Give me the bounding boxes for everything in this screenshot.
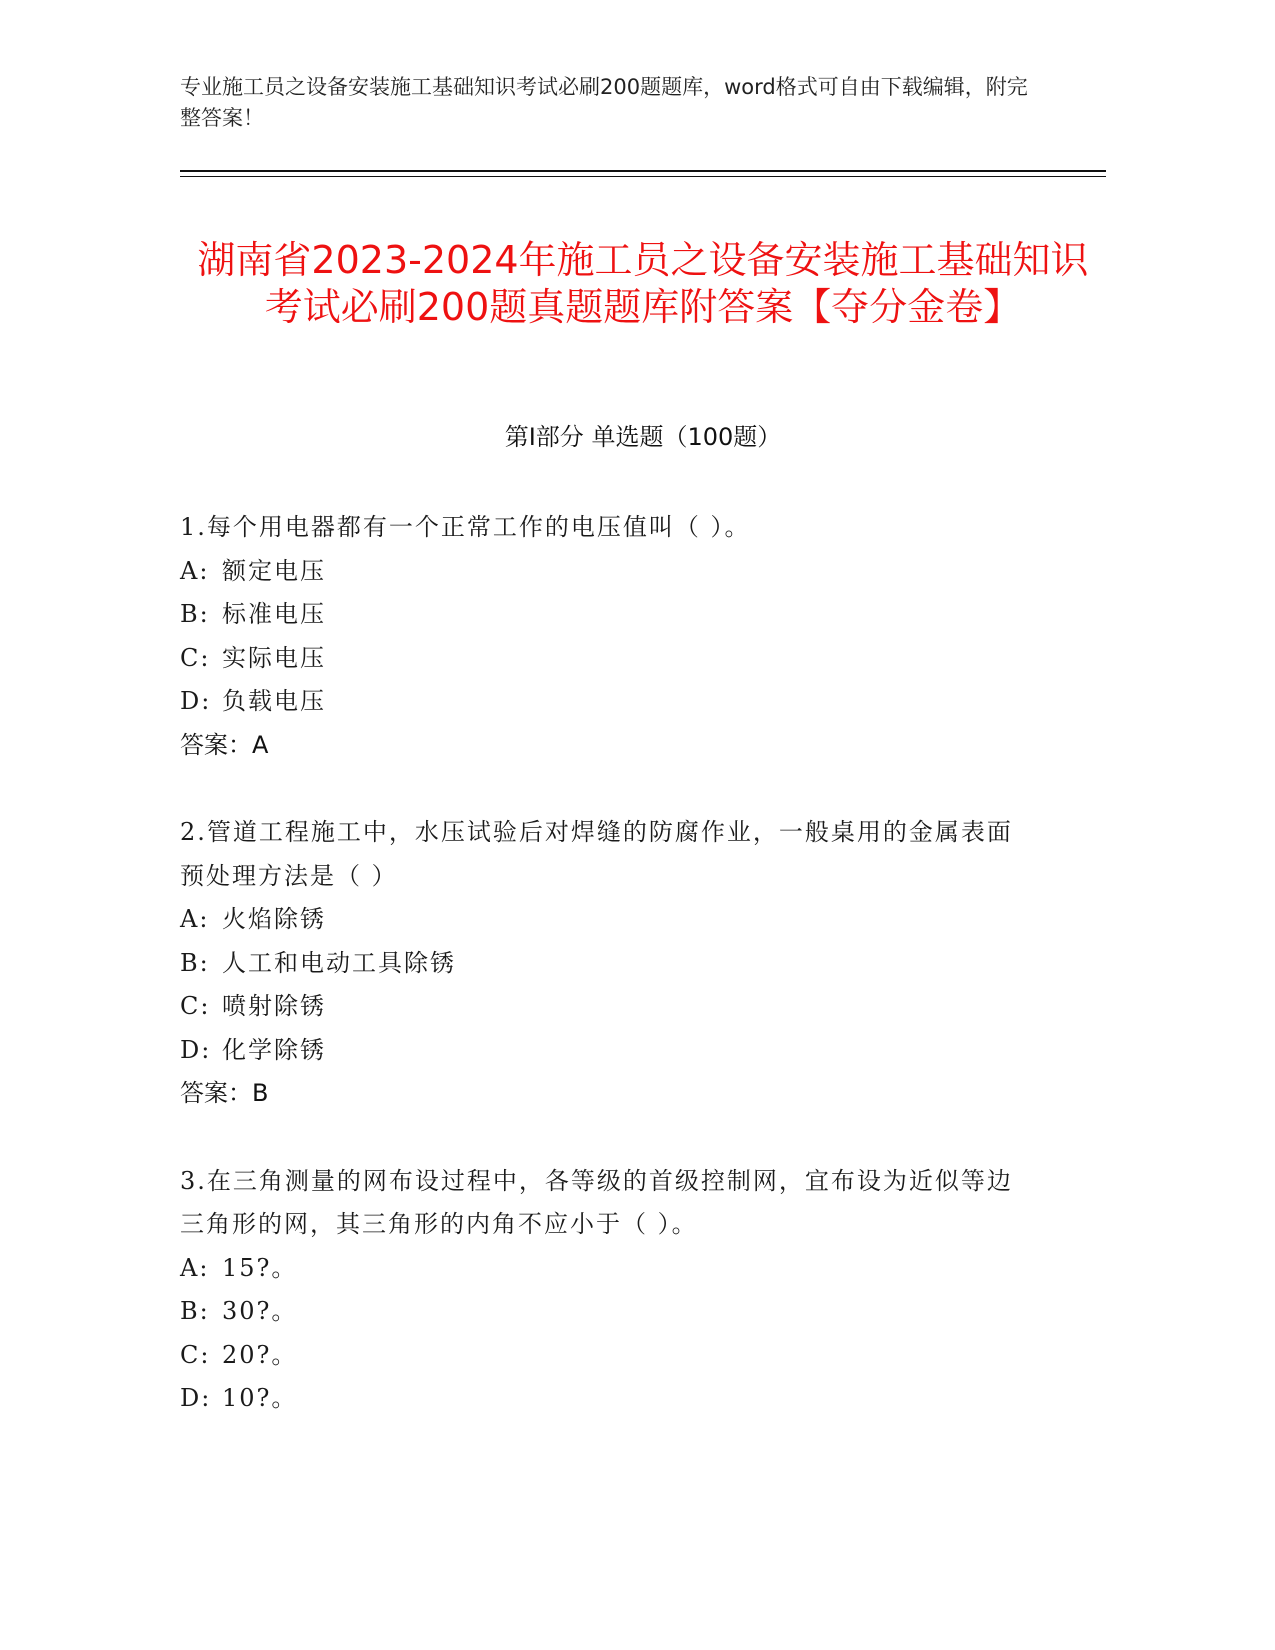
option-text: 额定电压: [222, 556, 326, 585]
question-stem: 3.在三角测量的网布设过程中，各等级的首级控制网，宜布设为近似等边三角形的网，其三角形的内角不应小于（ ）。: [180, 1166, 1013, 1238]
option-text: 人工和电动工具除锈: [222, 948, 456, 977]
question-list: [180, 506, 1060, 1465]
option-label: A:: [180, 1253, 210, 1282]
option-b: [180, 593, 1060, 637]
option-text: 20?。: [222, 1340, 298, 1369]
option-text: 化学除锈: [222, 1035, 326, 1064]
answer-prefix: 答案：: [180, 730, 252, 759]
option-label: C:: [180, 992, 211, 1020]
question-2: [180, 811, 1060, 1116]
option-label: A:: [180, 556, 210, 585]
option-text: 实际电压: [222, 643, 326, 672]
question-1: [180, 506, 1060, 767]
option-text: 15?。: [222, 1253, 298, 1282]
answer-value: B: [252, 1079, 269, 1107]
answer-line: [180, 1072, 1060, 1116]
option-label: D:: [180, 1035, 212, 1064]
question-3: [180, 1160, 1060, 1421]
option-c: [180, 1334, 1060, 1378]
option-a: [180, 1247, 1060, 1291]
option-a: [180, 898, 1060, 942]
option-text: 火焰除锈: [222, 905, 326, 933]
option-label: B:: [180, 1297, 210, 1325]
option-label: B:: [180, 948, 210, 977]
option-text: 30?。: [222, 1297, 298, 1325]
answer-value: A: [252, 730, 269, 759]
header-rule-thin: [180, 176, 1106, 177]
option-d: [180, 1377, 1060, 1421]
answer-prefix: 答案：: [180, 1079, 252, 1107]
option-label: C:: [180, 1340, 211, 1369]
option-label: D:: [180, 1384, 212, 1412]
document-title: 湖南省2023-2024年施工员之设备安装施工基础知识考试必刷200题真题题库附答案【夺分金卷】: [197, 238, 1089, 330]
option-label: D:: [180, 687, 212, 715]
option-d: [180, 1029, 1060, 1073]
option-label: C:: [180, 643, 211, 672]
option-text: 负载电压: [222, 687, 326, 715]
option-label: B:: [180, 600, 210, 628]
option-text: 10?。: [222, 1384, 298, 1412]
option-b: [180, 942, 1060, 986]
option-c: [180, 985, 1060, 1029]
header-rule-thick: [180, 170, 1106, 172]
option-text: 标准电压: [222, 600, 326, 628]
section-heading: 第I部分 单选题（100题）: [504, 423, 782, 451]
option-text: 喷射除锈: [222, 992, 326, 1020]
option-d: [180, 680, 1060, 724]
option-c: [180, 637, 1060, 681]
option-label: A:: [180, 905, 210, 933]
question-stem: 2.管道工程施工中，水压试验后对焊缝的防腐作业，一般桌用的金属表面预处理方法是（ ）: [180, 818, 1013, 890]
question-stem: 1.每个用电器都有一个正常工作的电压值叫（ ）。: [180, 513, 751, 541]
option-b: [180, 1290, 1060, 1334]
header-note: 专业施工员之设备安装施工基础知识考试必刷200题题库，word格式可自由下载编辑，附完整答案！: [180, 75, 1028, 130]
option-a: [180, 550, 1060, 594]
answer-line: [180, 724, 1060, 768]
